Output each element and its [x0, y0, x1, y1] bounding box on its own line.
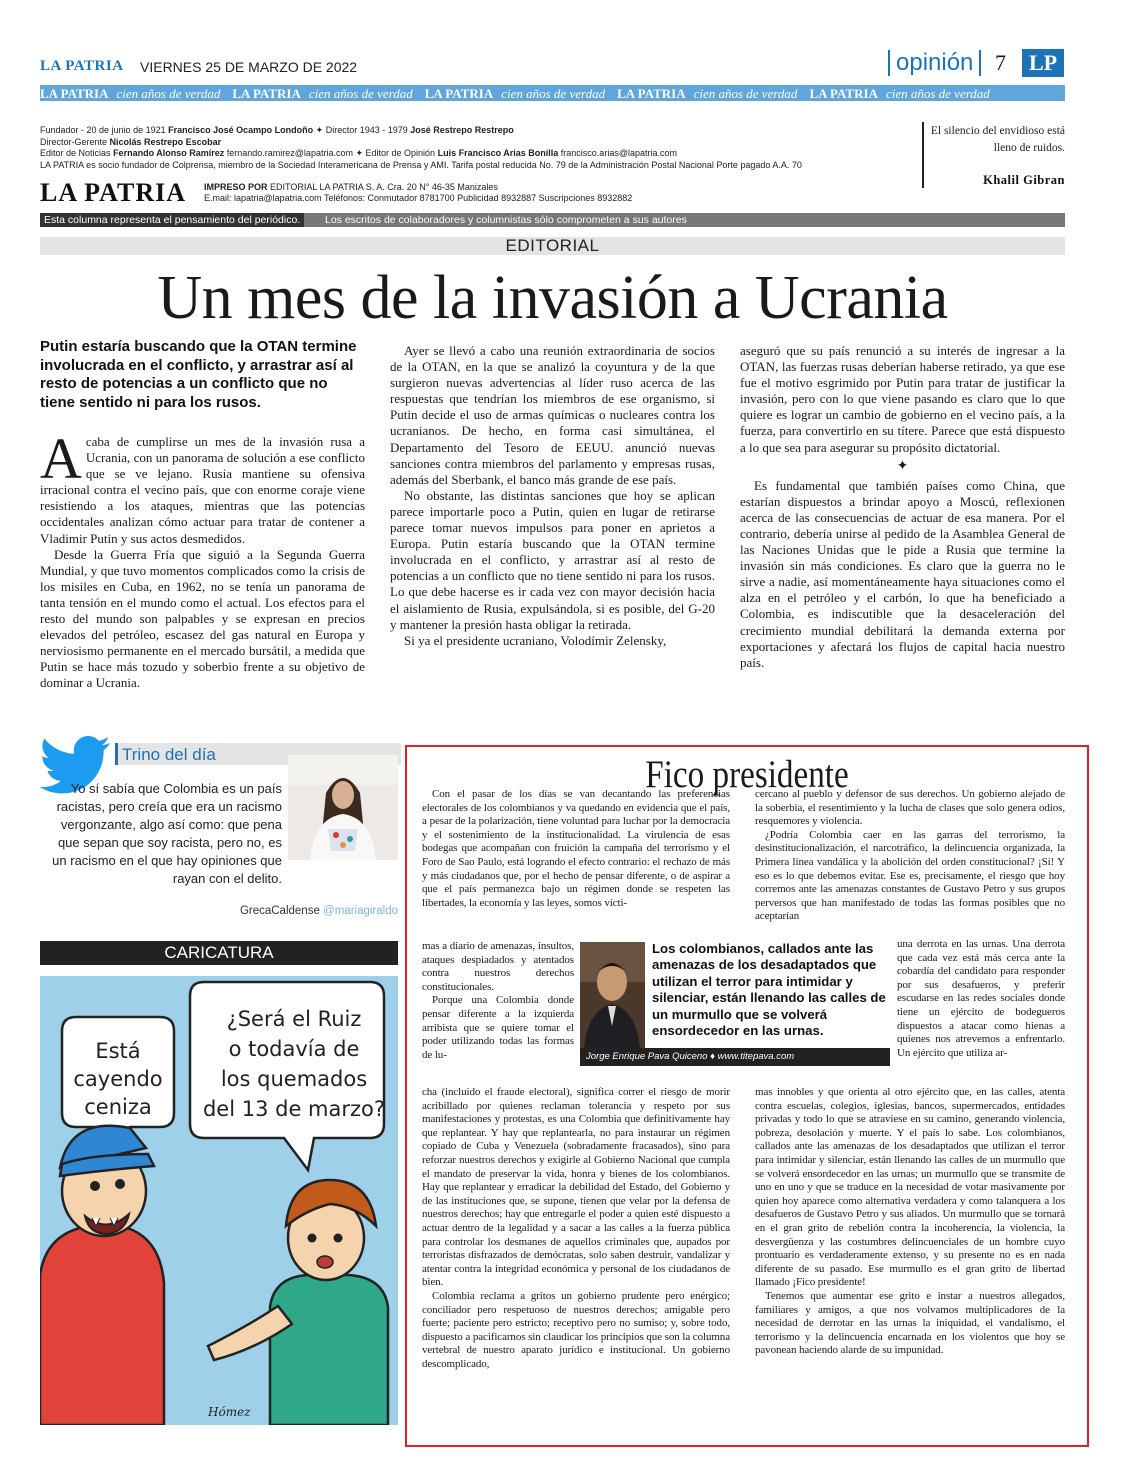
quote-author: Khalil Gibran: [983, 173, 1065, 187]
section-label: opinión: [888, 50, 981, 76]
columnist-photo: [580, 942, 645, 1048]
bubble-right-line-4: del 13 de marzo?: [202, 1097, 386, 1121]
column-text-2c: mas innobles y que orienta al otro ejército que, en las calles, atenta contra escuelas, colegios, iglesias, bancos, supermercados, entidades privadas y todo lo que se atraviese en su camino, generando violencia, pobreza, desolación y muerte. Y el país lo sabe. Los colombianos, callados ante las amenazas de los desadaptados que utilizan el terror para intimidar y silenciar, están llenando las calles de un murmullo que se volverá ensordecedor en las urnas; un murmullo que se transmite de uno en uno y que se traduce en la necesidad de votar masivamente por quien hoy aparece como alternativa verdadera y como talanquera a los desafueros de Gustavo Petro y sus aliados. Un murmullo que se tornará en el gran grito de rebelión contra la incoherencia, la violencia, la desvergüenza y las costumbres delincuenciales de un hombre cuyo prontuario es verdaderamente extenso, y su presente no es en nada diferente de su pasado. Ese murmullo es el gran grito de libertad llamado ¡Fico presidente! Tenemos que aumentar ese grito e instar a nuestros allegados, familiares y amigos, a que nos volvamos multiplicadores de la necesidad de derrotar en las urnas la iniquidad, el vandalismo, el terrorismo y la delincuencia encarnada en los violentos que hoy se pavonean haciendo alarde de su impunidad.: [755, 1086, 1065, 1357]
cartoon-illustration: [40, 976, 398, 1425]
column-text-2b: una derrota en las urnas. Una derrota que cada vez está más cerca ante la cobardía del candidato para responder por sus desafueros, y preferir escudarse en las redes sociales donde tiene un ejército de bodegueros dispuestos a atacar como hienas a quienes nos atrevemos a enfrentarlo. Un ejército que utiliza ar-: [897, 938, 1065, 1059]
column-text-1a: Con el pasar de los días se van decantando las preferencias electorales de los colombianos y va quedando en evidencia que el país, a pesar de la polarización, tiene voluntad para luchar por la democracia y el sostenimiento de la institucionalidad. La virulencia de esas bodegas que acompañan con fruición la campaña del terrorismo y el Foro de Sao Paulo, está logrando el efecto contrario: el rechazo de más y más ciudadanos que, por el hecho de pensar diferente, o de aspirar a que el país permanezca bajo un régimen donde se respeten las libertades, la economía y las leyes, somos vícti-: [422, 788, 730, 909]
editorial-label: EDITORIAL: [40, 237, 1065, 255]
banner-brand: LA PATRIA: [40, 86, 109, 101]
bubble-right-line-3: los quemados: [220, 1067, 368, 1091]
bubble-right-line-2: o todavía de: [228, 1037, 360, 1061]
editorial-column-3: aseguró que su país renunció a su interés de ingresar a la OTAN, las fuerzas rusas deberían haberse retirado, ya que ese fue el motivo esgrimido por Putin para tratar de justificar la invasión, pero con lo que viene pasando es claro que lo que quiere es lograr un cambio de gobierno en el vecino país, a la fuerza, para convertirlo en su títere. Parece que está dispuesto a lo que sea para asegurar su propósito dictatorial. ✦ Es fundamental que también países como China, que estarían dispuestos a brindar apoyo a Moscú, reflexionen acerca de las consecuencias de actuar de esa manera. Por el contrario, debería unirse al pedido de la Asamblea General de las Naciones Unidas que le pide a Rusia que termine la invasión sin más condiciones. Es claro que la guerra no le sirve a nadie, así momentáneamente haya situaciones como el alza en el petróleo y el carbón, lo que ha beneficiado a Colombia, es indiscutible que la desaceleración del crecimiento mundial debilitará la demanda externa por exportaciones y afectará los flujos de capital hacia nuestro país.: [740, 343, 1065, 670]
editorial-lead: Putin estaría buscando que la OTAN termine involucrada en el conflicto, y arrastrar así al resto de potencias a un conflicto que no tiene sentido ni para los rusos.: [40, 338, 357, 411]
drop-cap: A: [40, 426, 82, 491]
bubble-left-line-1: Está: [95, 1039, 141, 1063]
tweet-author-photo: [288, 755, 398, 860]
pull-quote: Los colombianos, callados ante las amenazas de los desadaptados que utilizan el terror para intimidar y silenciar, están llenando las calles de un murmullo que se volverá ensordecedor en las urnas.: [652, 941, 886, 1039]
column-text-1b: mas a diario de amenazas, insultos, ataques despiadados y atentados contra nuestros derechos constitucionales. Porque una Colombia donde pensar diferente a la izquierda arribista que se quiere tomar el poder utilizando todas las formas de lu-: [422, 940, 574, 1061]
column-text-2a: cercano al pueblo y defensor de sus derechos. Un gobierno alejado de la soberbia, el resentimiento y la lucha de clases que solo genera odios, resquemores y violencia. ¿Podría Colombia caer en las garras del terrorismo, la desinstitucionalización, el narcotráfico, la delincuencia organizada, la Primera línea vandálica y la abolición del orden constitucional? ¡Sí! Y eso es lo que debemos evitar. Ese es, precisamente, el riesgo que hoy corremos ante las amenazas constantes de Gustavo Petro y sus grupos perversos que han manifestado de todas las formas posibles que no aceptarían: [755, 788, 1065, 923]
newspaper-wordmark: LA PATRIA: [40, 178, 186, 207]
lp-logo: LP: [1022, 49, 1064, 77]
printer-info: IMPRESO POR EDITORIAL LA PATRIA S. A. Cra. 20 N° 46-35 Manizales E.mail: lapatria@lapatria.com Teléfonos: Conmutador 8781700 Publicidad 8932887 Suscripciones 8932882: [204, 182, 633, 203]
disclaimer-left: Esta columna representa el pensamiento del periódico.: [40, 213, 304, 227]
editorial-column-1: Acaba de cumplirse un mes de la invasión rusa a Ucrania, con un panorama de solución a ese conflicto que se ve lejano. Rusia mantiene su ofensiva irracional contra el vecino país, que con enorme coraje viene resistiendo a los ataques, mientras que las potencias occidentales analizan cómo actuar para tratar de contener a Vladimir Putin y sus actos desmedidos. Desde la Guerra Fría que siguió a la Segunda Guerra Mundial, y que tuvo momentos complicados como la crisis de los misiles en Cuba, en 1962, no se tenía un panorama de tanta tensión en el mundo como el actual. Los efectos para el resto del mundo son palpables y se expresan en precios elevados del petróleo, escasez del gas natural en Europa y nerviosismo permanente en el mercado bursátil, a medida que Putin se hace más tozudo y soberbio frente a su objetivo de dominar a Ucrania.: [40, 426, 365, 691]
editorial-column-2: Ayer se llevó a cabo una reunión extraordinaria de socios de la OTAN, en la que se analizó la coyuntura y de la que surgieron nuevas advertencias al líder ruso acerca de las respuestas que tendrían los miembros de ese organismo, si Putin decide el uso de armas químicas o nucleares contra los ucranianos. De hecho, en forma casi simultánea, el Departamento del Tesoro de EEUU. anunció nuevas sanciones contra miembros del parlamento y empresas rusas, además del Sberbank, el banco más grande de ese país. No obstante, las distintas sanciones que hoy se aplican parece importarle poco a Putin, quien en lugar de retirarse parece tomar nuevos impulsos para poner en aprietos a Europa. Putin estaría buscando que la OTAN termine involucrada en el conflicto, y arrastrar así al resto de potencias a un conflicto que no tiene sentido ni para los rusos. Lo que debe hacerse es ir cada vez con mayor decisión hacia el aislamiento de Rusia, expulsándola, si es posible, del G-20 y mantener la presión hasta obligar la retirada. Si ya el presidente ucraniano, Volodímir Zelensky,: [390, 343, 715, 648]
banner-tagline: cien años de verdad: [116, 86, 221, 101]
editorial-headline: Un mes de la invasión a Ucrania: [157, 264, 948, 332]
columnist-byline: Jorge Enrique Pava Quiceno ♦ www.titepava.com: [580, 1048, 890, 1066]
trino-title: Trino del día: [122, 745, 216, 764]
bubble-left-line-3: ceniza: [84, 1095, 152, 1119]
disclaimer-right: Los escritos de colaboradores y columnistas sólo comprometen a sus autores: [325, 214, 687, 226]
separator-icon: ✦: [896, 458, 909, 474]
centennial-banner: LA PATRIA cien años de verdad LA PATRIA cien años de verdad LA PATRIA cien años de verdad LA PATRIA cien años de verdad LA PATRIA cien años de verdad: [40, 85, 1065, 101]
masthead-date: VIERNES 25 DE MARZO DE 2022: [140, 59, 358, 75]
caricatura-header: CARICATURA: [40, 941, 398, 965]
staff-credits: Fundador - 20 de junio de 1921 Francisco José Ocampo Londoño ✦ Director 1943 - 1979 José Restrepo Restrepo Director-Gerente Nicolás Restrepo Escobar Editor de Noticias Fernando Alonso Ramírez fernando.ramirez@lapatria.com ✦ Editor de Opinión Luis Francisco Arias Bonilla francisco.arias@lapatria.com LA PATRIA es socio fundador de Colprensa, miembro de la Sociedad Interamericana de Prensa y AMI. Tarifa postal reducida No. 79 de la Administración Postal Nacional Porte pagado A.A. 70: [40, 125, 802, 170]
trino-handle[interactable]: @mariagiraldo: [323, 905, 398, 917]
cartoonist-signature: Hómez: [208, 1405, 251, 1419]
bubble-left-line-2: cayendo: [73, 1067, 163, 1091]
trino-signature: GrecaCaldense @mariagiraldo: [239, 905, 398, 917]
trino-text: Yo sí sabía que Colombia es un país racistas, pero creía que era un racismo vergonzante, algo así como: que pena que sepan que soy racista, pero no, es un racismo en el que hay opiniones que rayan con el delito.: [52, 781, 282, 886]
bubble-right-line-1: ¿Será el Ruiz: [226, 1007, 362, 1031]
masthead-brand: LA PATRIA: [40, 58, 124, 74]
page-number: 7: [995, 50, 1006, 75]
column-text-1c: cha (incluido el fraude electoral), significa correr el riesgo de morir acribillado por quienes reclaman tolerancia y respeto por sus manifestaciones y protestas, es una Colombia que definitivamente hay que replantear. Y hay que replantearla, no para instaurar un régimen copiado de Cuba y Venezuela (sobradamente fracasados), sino para reforzar nuestros derechos y exigirle al Gobierno Nacional que cumpla el mandato de preservar la vida, honra y bienes de los colombianos. Hay que replantear y erradicar la debilidad del Estado, del Gobierno y de las instituciones que, se supone, tienen que velar por la defensa de nuestros derechos; hay que entregarle el poder a quien esté dispuesto a actuar dentro de la legalidad y a sacar a las calles a la fuerza pública para controlar los desmanes de aquellos criminales que, aupados por terroristas disfrazados de demócratas, solo saben destruir, vandalizar y atentar contra la integridad económica y personal de los ciudadanos de bien. Colombia reclama a gritos un gobierno prudente pero enérgico; conciliador pero respetuoso de nuestros derechos; amigable pero fuerte; paciente pero estricto; receptivo pero no sumiso; y, sobre todo, dispuesto a pacificarnos sin claudicar los principios que son la columna vertebral de nuestro aparato jurídico e institucional. Un gobierno descomplicado,: [422, 1086, 730, 1370]
quote-text: El silencio del envidioso está lleno de ruidos.: [930, 125, 1065, 154]
column-title: Fico presidente: [645, 753, 849, 796]
